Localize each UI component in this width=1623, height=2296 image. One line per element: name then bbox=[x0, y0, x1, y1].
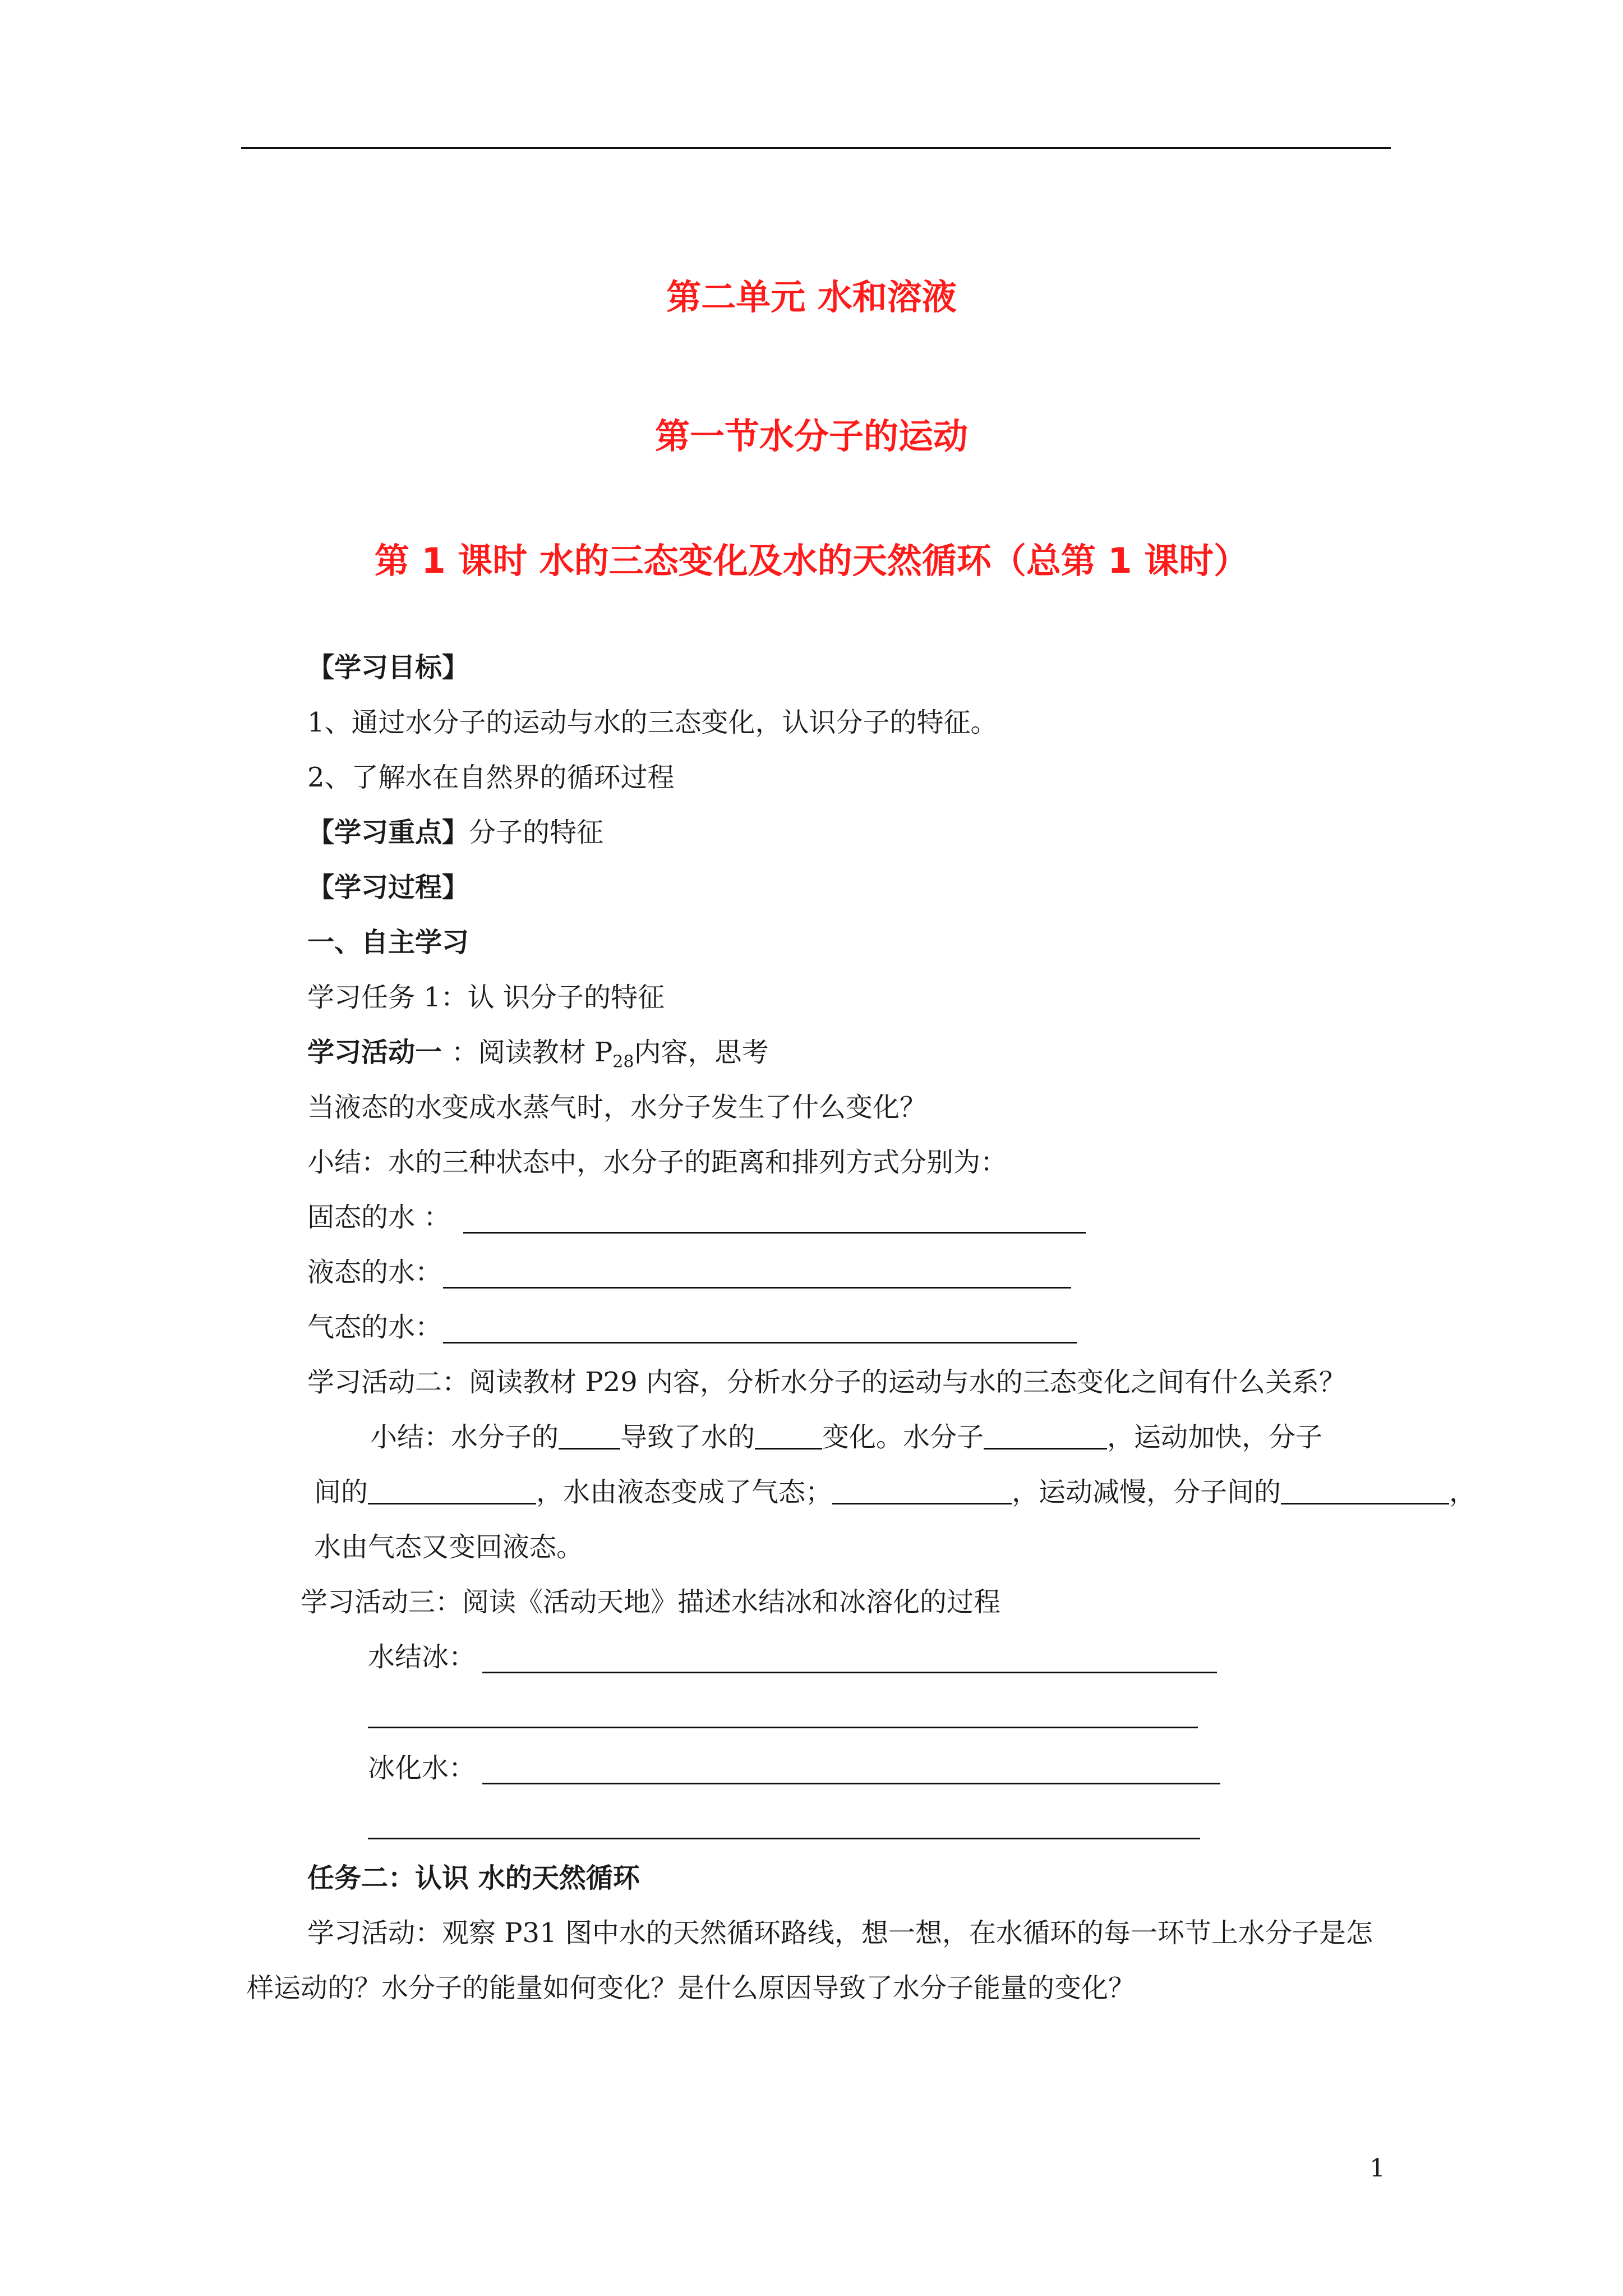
summary2-b: 导致了水的 bbox=[620, 1421, 755, 1453]
blank-2[interactable] bbox=[755, 1423, 822, 1450]
activity4-line-1: 学习活动：观察 P31 图中水的天然循环路线，想一想，在水循环的每一环节上水分子是怎 bbox=[307, 1917, 1373, 1949]
summary2-d: ，运动加快，分子 bbox=[1107, 1421, 1323, 1453]
blank-3[interactable] bbox=[984, 1423, 1107, 1450]
activity2-text: 学习活动二：阅读教材 P29 内容，分析水分子的运动与水的三态变化之间有什么关系？ bbox=[307, 1366, 1346, 1398]
blank-1[interactable] bbox=[559, 1423, 620, 1450]
objectives-heading: 【学习目标】 bbox=[307, 652, 469, 683]
blank-6[interactable] bbox=[1281, 1478, 1449, 1504]
focus-heading: 【学习重点】 bbox=[307, 817, 469, 848]
focus-text: 分子的特征 bbox=[469, 817, 604, 848]
summary2-row3: 水由气态又变回液态。 bbox=[314, 1531, 584, 1563]
objective-item-1: 1、通过水分子的运动与水的三态变化，认识分子的特征。 bbox=[307, 707, 998, 738]
melt-label: 冰化水： bbox=[368, 1752, 476, 1784]
activity1-subscript: 28 bbox=[612, 1052, 634, 1072]
activity1-text-a: ：阅读教材 P bbox=[451, 1037, 613, 1068]
focus-row bbox=[307, 816, 603, 849]
task2-heading: 任务二：认识 水的天然循环 bbox=[307, 1862, 640, 1894]
summary2-row1 bbox=[370, 1420, 1322, 1454]
task1-text: 学习任务 1：认 识分子的特征 bbox=[307, 982, 665, 1013]
activity3-text: 学习活动三：阅读《活动天地》描述水结冰和冰溶化的过程 bbox=[301, 1586, 1001, 1618]
gas-label: 气态的水： bbox=[307, 1312, 442, 1343]
melt-answer-line-1[interactable] bbox=[482, 1783, 1220, 1784]
objective-item-2: 2、了解水在自然界的循环过程 bbox=[307, 762, 675, 793]
freeze-answer-line-1[interactable] bbox=[482, 1672, 1217, 1673]
activity1-text-b: 内容，思考 bbox=[634, 1037, 769, 1068]
summary2-h: ， bbox=[1449, 1476, 1477, 1508]
unit-title: 第二单元 水和溶液 bbox=[666, 277, 957, 318]
summary2-g: ，运动减慢，分子间的 bbox=[1012, 1476, 1281, 1508]
blank-5[interactable] bbox=[832, 1478, 1012, 1504]
summary2-a: 小结：水分子的 bbox=[370, 1421, 559, 1453]
summary2-row2 bbox=[314, 1475, 1476, 1509]
page-number: 1 bbox=[1370, 2154, 1385, 2183]
freeze-label: 水结冰： bbox=[368, 1641, 476, 1673]
gas-answer-line[interactable] bbox=[443, 1342, 1077, 1343]
summary2-f: ，水由液态变成了气态； bbox=[536, 1476, 833, 1508]
header-rule bbox=[241, 147, 1391, 149]
activity1-row bbox=[307, 1036, 768, 1079]
process-heading: 【学习过程】 bbox=[307, 872, 469, 903]
blank-4[interactable] bbox=[368, 1478, 536, 1504]
liquid-label: 液态的水： bbox=[307, 1257, 442, 1288]
liquid-answer-line[interactable] bbox=[443, 1287, 1071, 1289]
activity1-label: 学习活动一 bbox=[307, 1037, 451, 1068]
question1-text: 当液态的水变成水蒸气时，水分子发生了什么变化？ bbox=[307, 1092, 927, 1123]
part1-heading: 一、自主学习 bbox=[307, 927, 469, 958]
section-title: 第一节水分子的运动 bbox=[654, 416, 968, 457]
solid-label: 固态的水 ： bbox=[307, 1202, 451, 1233]
summary2-c: 变化。水分子 bbox=[822, 1421, 984, 1453]
activity4-line-2: 样运动的？水分子的能量如何变化？是什么原因导致了水分子能量的变化？ bbox=[247, 1972, 1136, 2004]
melt-answer-line-2[interactable] bbox=[368, 1838, 1200, 1839]
freeze-answer-line-2[interactable] bbox=[368, 1727, 1198, 1728]
summary2-e: 间的 bbox=[314, 1476, 368, 1508]
solid-answer-line[interactable] bbox=[463, 1232, 1086, 1234]
summary1-text: 小结：水的三种状态中，水分子的距离和排列方式分别为： bbox=[307, 1147, 1008, 1178]
lesson-title: 第 1 课时 水的三态变化及水的天然循环（总第 1 课时） bbox=[374, 540, 1249, 581]
